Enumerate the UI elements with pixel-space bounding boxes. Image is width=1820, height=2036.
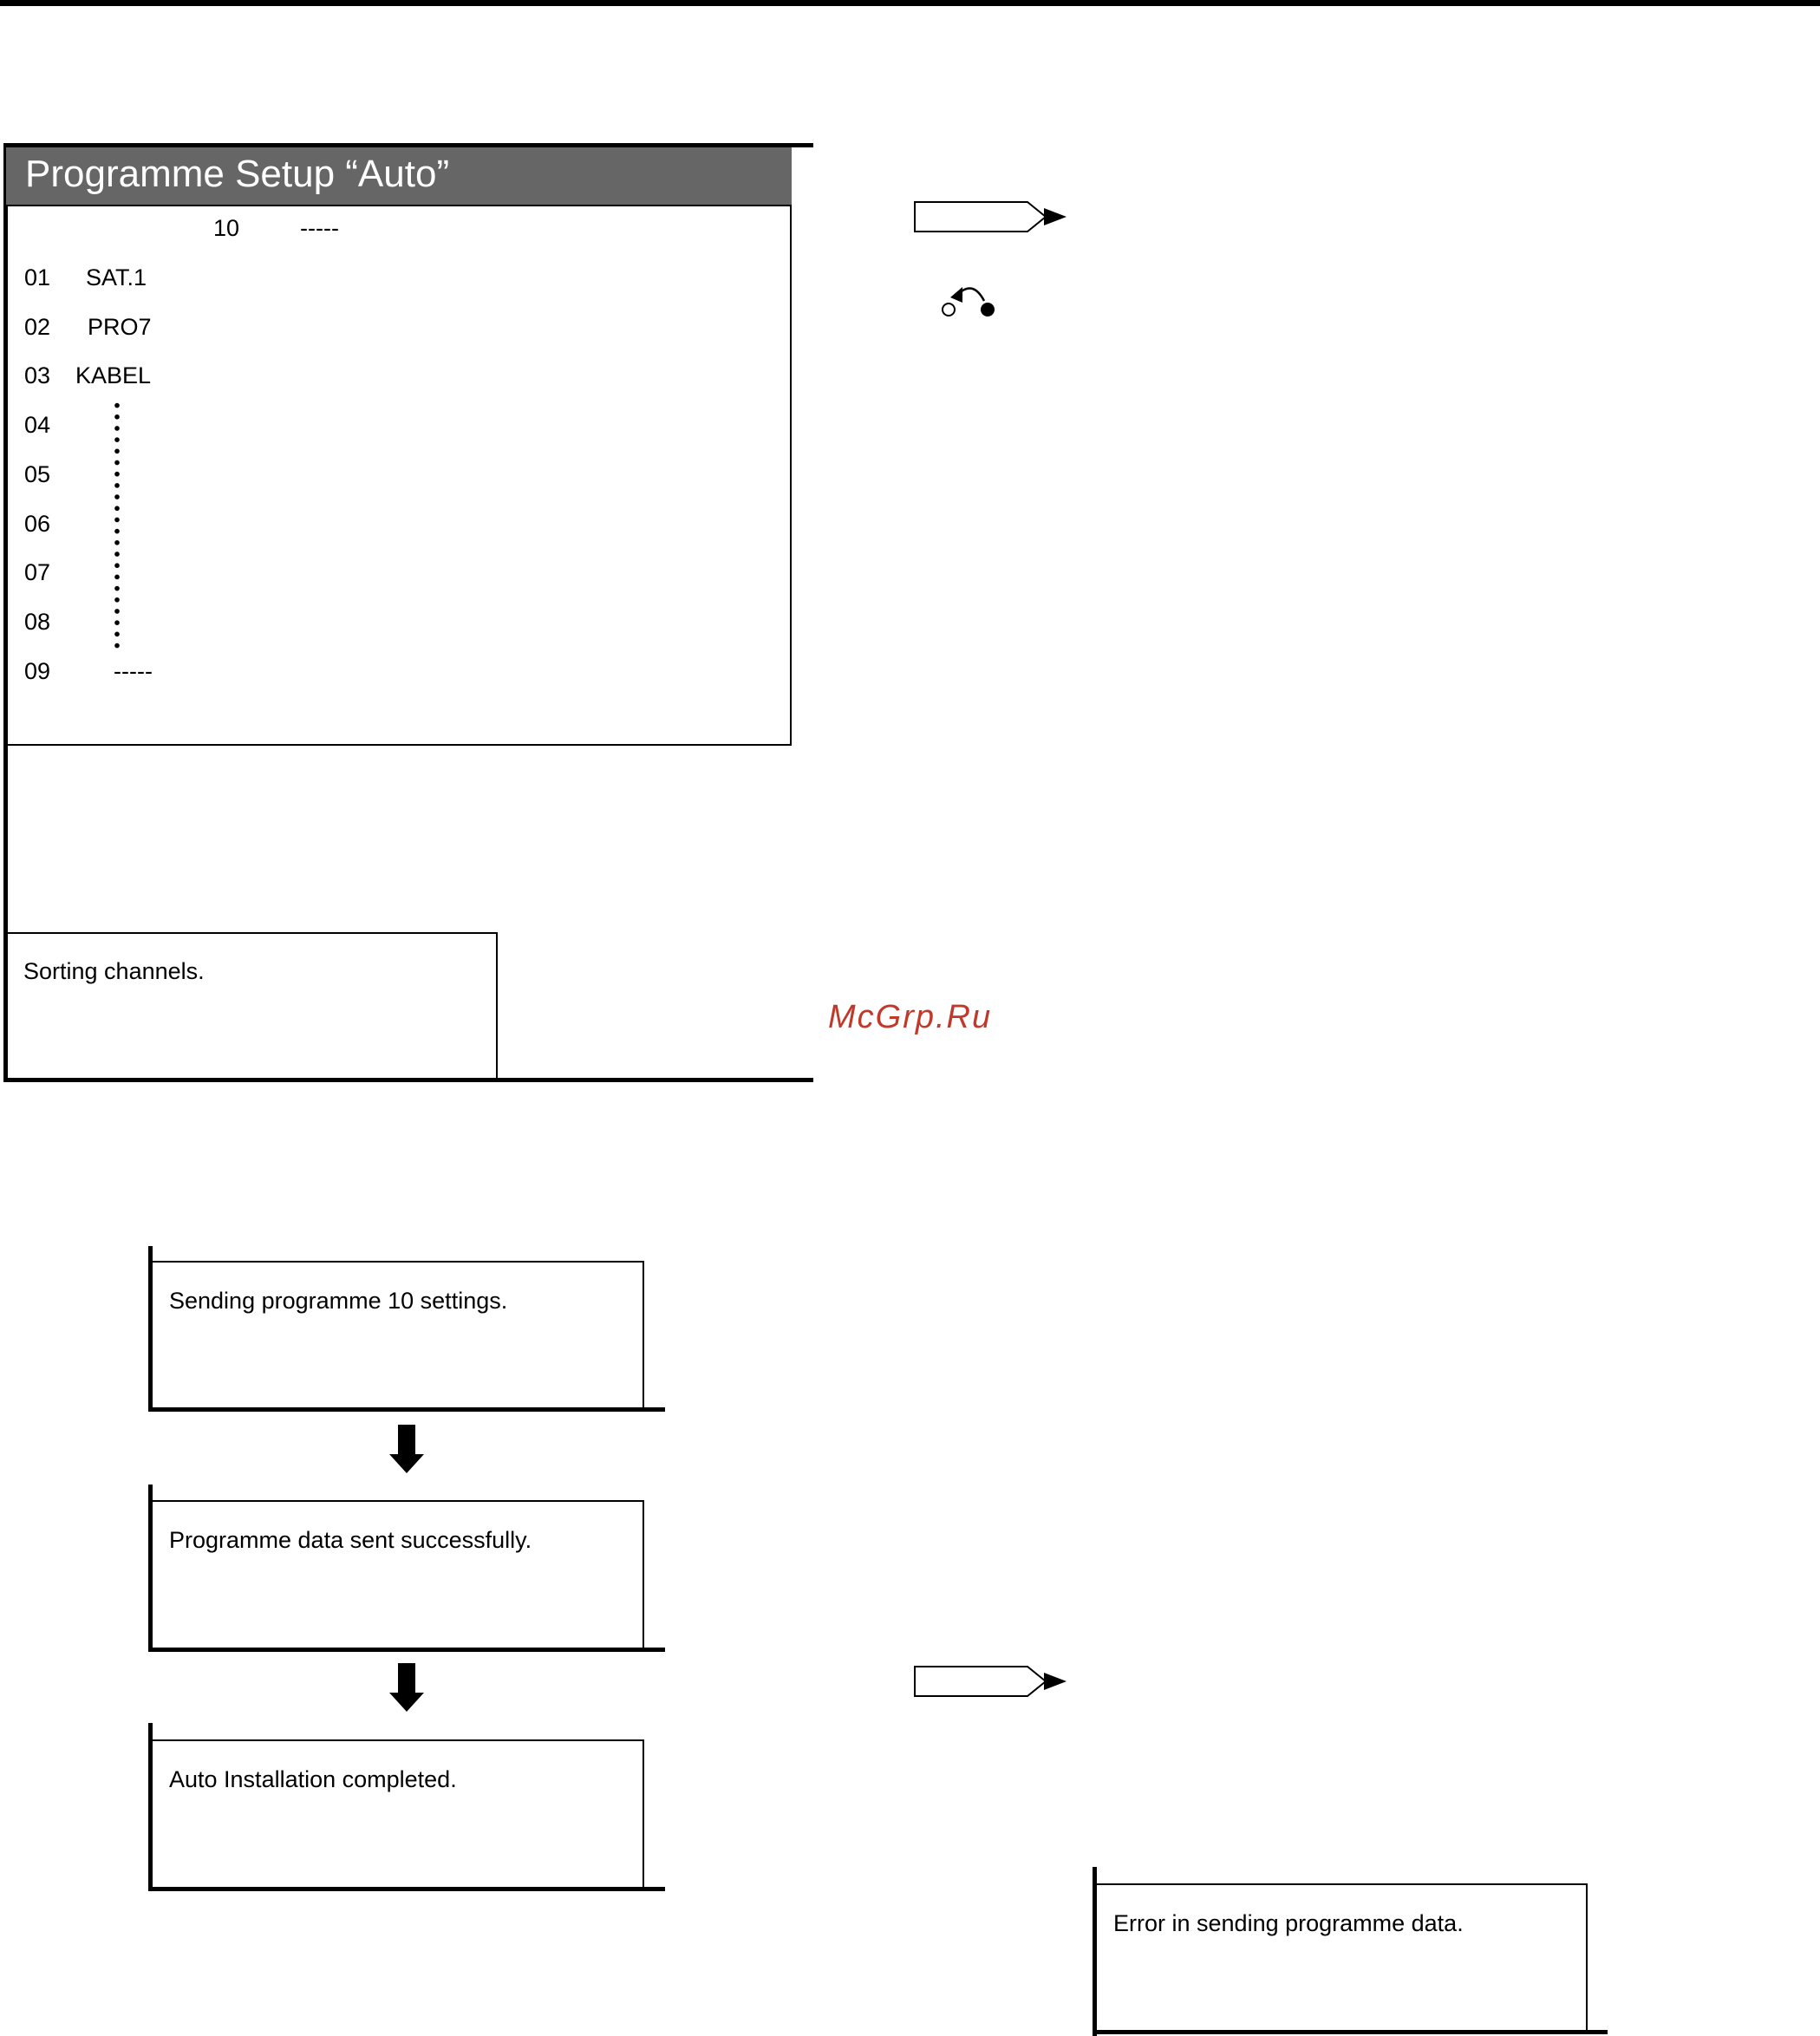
message-text: Auto Installation completed. bbox=[169, 1766, 457, 1792]
osd-title-bar bbox=[6, 147, 792, 206]
message-box bbox=[153, 1261, 644, 1409]
programme-number: 04 bbox=[24, 412, 51, 438]
programme-number: 08 bbox=[24, 609, 51, 635]
down-arrow-icon bbox=[388, 1425, 426, 1475]
return-arrow-icon bbox=[936, 282, 999, 321]
programme-number: 09 bbox=[24, 658, 51, 684]
pointer-arrow-icon bbox=[913, 199, 1069, 237]
programme-number: 06 bbox=[24, 511, 51, 537]
current-programme-name: ----- bbox=[300, 215, 339, 241]
page-top-rule bbox=[0, 0, 1820, 6]
message-box bbox=[153, 1500, 644, 1649]
programme-name: KABEL bbox=[75, 362, 152, 388]
watermark: McGrp.Ru bbox=[828, 999, 993, 1035]
programme-number: 07 bbox=[24, 559, 51, 585]
message-box bbox=[1097, 1883, 1588, 2032]
osd-title: Programme Setup “Auto” bbox=[25, 153, 450, 195]
message-text: Programme data sent successfully. bbox=[169, 1527, 532, 1553]
programme-name: PRO7 bbox=[88, 314, 152, 340]
programme-number: 01 bbox=[24, 264, 51, 290]
osd-screen bbox=[6, 147, 792, 746]
programme-name: SAT.1 bbox=[86, 264, 147, 290]
down-arrow-icon bbox=[388, 1663, 426, 1713]
programme-number: 05 bbox=[24, 461, 51, 487]
current-programme-number: 10 bbox=[213, 215, 240, 241]
message-box bbox=[153, 1739, 644, 1889]
status-message-box bbox=[6, 932, 498, 1080]
message-text: Sending programme 10 settings. bbox=[169, 1288, 508, 1314]
programme-name: ----- bbox=[114, 658, 153, 684]
status-message: Sorting channels. bbox=[23, 958, 205, 984]
programme-number: 02 bbox=[24, 314, 51, 340]
pointer-arrow-icon bbox=[913, 1663, 1069, 1701]
vertical-ellipsis bbox=[114, 400, 121, 651]
programme-number: 03 bbox=[24, 362, 51, 388]
error-message-text: Error in sending programme data. bbox=[1113, 1910, 1464, 1936]
